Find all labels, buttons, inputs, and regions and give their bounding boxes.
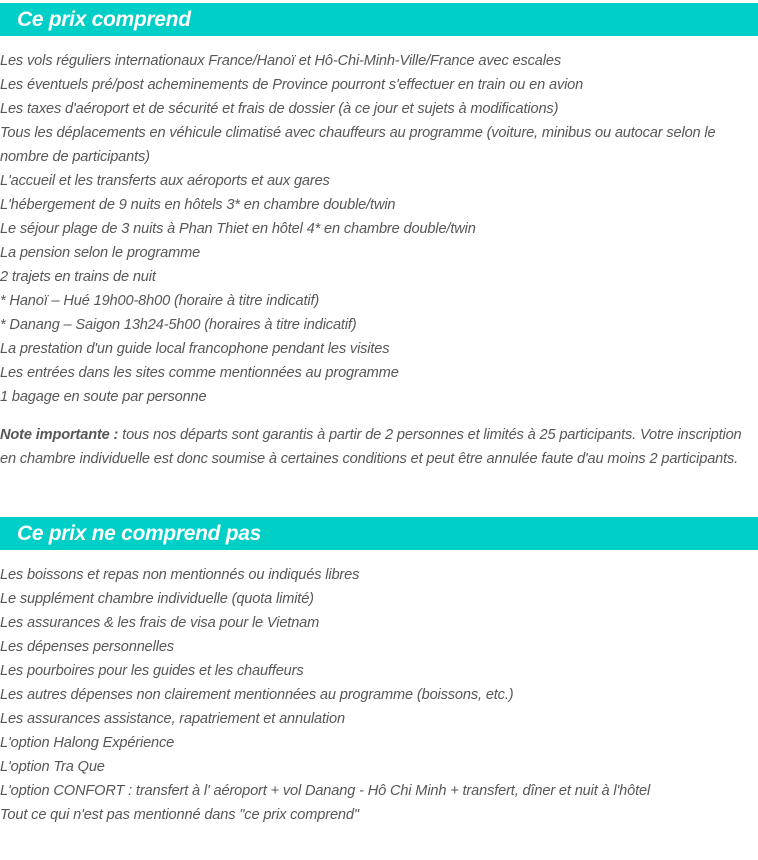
- list-item: Les assurances assistance, rapatriement et annulation: [0, 711, 345, 727]
- list-item: Les dépenses personnelles: [0, 639, 174, 655]
- spacer-above-note: [0, 409, 750, 423]
- list-item: Les vols réguliers internationaux France/Hanoï et Hô-Chi-Minh-Ville/France avec escales: [0, 53, 561, 69]
- list-item: Le supplément chambre individuelle (quota limité): [0, 591, 314, 607]
- included-list: [0, 49, 750, 409]
- list-item: Les boissons et repas non mentionnés ou indiqués libres: [0, 567, 360, 583]
- list-item: La pension selon le programme: [0, 245, 201, 261]
- section-price-not-included: [0, 517, 758, 827]
- section-body-included: [0, 49, 758, 471]
- section-price-included: [0, 3, 758, 471]
- important-note-text: tous nos départs sont garantis à partir de 2 personnes et limités à 25 participants. Votre inscription en chambre individuelle est donc soumise à certaines conditions et peut être annulée faute d'au moins 2 participants.: [0, 427, 742, 467]
- list-item: 2 trajets en trains de nuit: [0, 269, 156, 285]
- section-body-not-included: [0, 563, 758, 827]
- section-gap: [0, 471, 758, 517]
- not-included-list: [0, 563, 750, 827]
- section-title-not-included: Ce prix ne comprend pas: [17, 522, 262, 545]
- list-item: L'option Tra Que: [0, 759, 105, 775]
- list-item: Les pourboires pour les guides et les chauffeurs: [0, 663, 304, 679]
- section-header-not-included: [0, 517, 758, 550]
- list-item: 1 bagage en soute par personne: [0, 389, 207, 405]
- list-item: L'option CONFORT : transfert à l' aéroport + vol Danang - Hô Chi Minh + transfert, dîner et nuit à l'hôtel: [0, 783, 651, 799]
- list-item: Tout ce qui n'est pas mentionné dans "ce prix comprend": [0, 807, 359, 823]
- section-title-included: Ce prix comprend: [17, 8, 191, 31]
- list-item: L'hébergement de 9 nuits en hôtels 3* en chambre double/twin: [0, 197, 396, 213]
- list-item: Les autres dépenses non clairement mentionnées au programme (boissons, etc.): [0, 687, 514, 703]
- list-item: Tous les déplacements en véhicule climatisé avec chauffeurs au programme (voiture, minibus ou autocar selon le nombre de participants): [0, 125, 716, 165]
- list-item: Les entrées dans les sites comme mentionnées au programme: [0, 365, 399, 381]
- list-item: L'accueil et les transferts aux aéroports et aux gares: [0, 173, 330, 189]
- list-item: * Hanoï – Hué 19h00-8h00 (horaire à titre indicatif): [0, 293, 320, 309]
- spacer-below-header-included: [0, 36, 758, 49]
- important-note-label: Note importante :: [0, 427, 119, 443]
- list-item: Les taxes d'aéroport et de sécurité et frais de dossier (à ce jour et sujets à modifications): [0, 101, 559, 117]
- spacer-below-header-not-included: [0, 550, 758, 563]
- section-header-included: [0, 3, 758, 36]
- list-item: Le séjour plage de 3 nuits à Phan Thiet en hôtel 4* en chambre double/twin: [0, 221, 476, 237]
- list-item: Les éventuels pré/post acheminements de Province pourront s'effectuer en train ou en avion: [0, 77, 584, 93]
- list-item: * Danang – Saigon 13h24-5h00 (horaires à titre indicatif): [0, 317, 357, 333]
- list-item: L'option Halong Expérience: [0, 735, 175, 751]
- important-note: [0, 423, 750, 471]
- list-item: La prestation d'un guide local francophone pendant les visites: [0, 341, 390, 357]
- list-item: Les assurances & les frais de visa pour le Vietnam: [0, 615, 320, 631]
